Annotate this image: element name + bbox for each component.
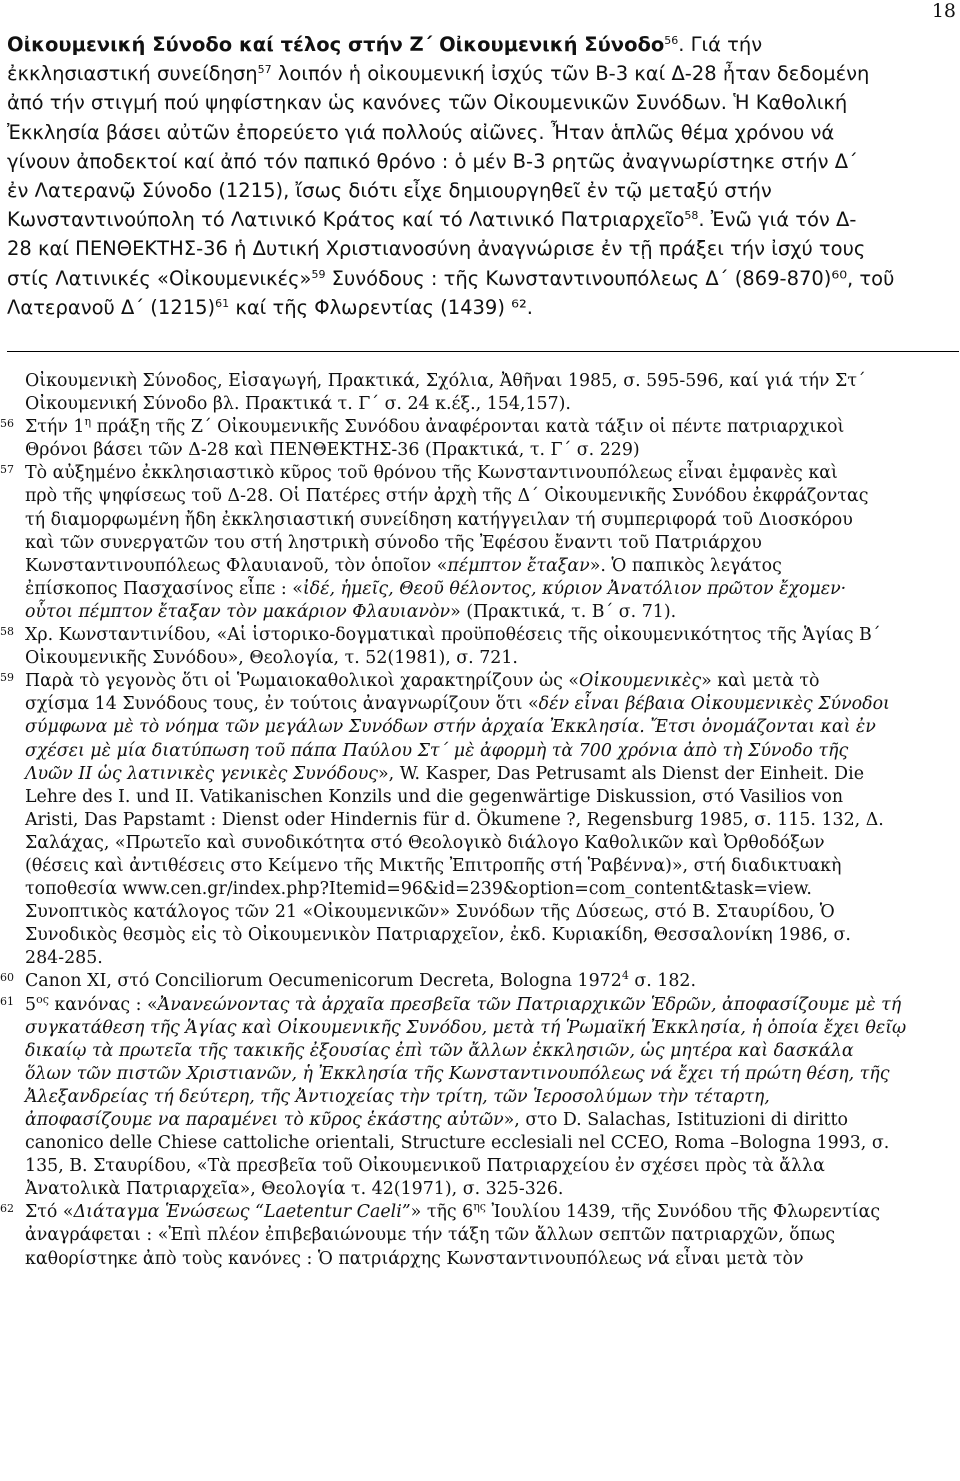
- footnote-separator: [7, 351, 959, 352]
- footnote-line: Οἰκουμενική Σύνοδο βλ. Πρακτικά τ. Γ΄ σ. 24 κ.έξ., 154,157).: [25, 394, 571, 415]
- main-text-line: Κωνσταντινούπολη τό Λατινικό Κράτος καί τό Λατινικό Πατριαρχεῖο$^{58}$. Ἐνῶ γιά τόν Δ-: [7, 208, 857, 232]
- footnote-line: Λυῶν ΙΙ ὡς λατινικὲς γενικὲς Συνόδους», W. Kasper, Das Petrusamt als Dienst der Einheit. Die: [25, 763, 864, 784]
- page-number: 18: [931, 0, 956, 22]
- footnote-line: Lehre des I. und II. Vatikanischen Konzils und die gegenwärtige Diskussion, στό Vasilios von: [25, 786, 844, 807]
- main-text-line: ἐκκλησιαστική συνείδηση$^{57}$ λοιπόν ἡ οἰκουμενική ἰσχύς τῶν Β-3 καί Δ-28 ἦταν δεδομένη: [7, 62, 870, 86]
- footnote-reference: 61: [215, 296, 230, 310]
- footnote: [0, 994, 960, 1202]
- footnote-line: Κωνσταντινουπόλεως Φλαυιανοῦ, τὸν ὁποῖον «πέμπτον ἔταξαν». Ὁ παπικὸς λεγάτος: [25, 555, 782, 576]
- footnote-reference: 56: [664, 34, 679, 47]
- footnote-line: ἐπίσκοπος Πασχασίνος εἶπε : «ἰδέ, ἡμεῖς, Θεοῦ θέλοντος, κύριον Ἀνατόλιον πρῶτον ἔχομεν·: [25, 578, 847, 599]
- footnote-line: ἀποφασίζουμε να παραμένει τὸ κῦρος ἑκάστης αὐτῶν», στο D. Salachas, Istituzioni di diritto: [25, 1110, 848, 1130]
- footnote-line: τή διαμορφωμένη ἤδη ἐκκλησιαστική συνείδηση κατήγγειλαν τή συμπεριφορά τοῦ Διοσκόρου: [25, 509, 853, 530]
- footnote-number: 60: [0, 971, 14, 985]
- footnote-line: δικαίῳ τὰ πρωτεῖα τῆς τακικῆς ἐξουσίας ἐπὶ τῶν ἄλλων ἐκκλησιῶν, ὡς μητέρα καὶ δασκάλα: [25, 1040, 854, 1061]
- footnote-line: Παρὰ τὸ γεγονὸς ὅτι οἱ Ῥωμαιοκαθολικοὶ χαρακτηρίζουν ὡς «Οἰκουμενικὲς» καὶ μετὰ τὸ: [25, 671, 820, 692]
- footnote-line: σχέσει μὲ μία διατύπωση τοῦ πάπα Παύλου Στ΄ μὲ ἀφορμὴ τὰ 700 χρόνια ἀπὸ τὴ Σύνοδο τῆς: [25, 740, 849, 761]
- footnote-line: Χρ. Κωνσταντινίδου, «Αἱ ἱστορικο-δογματικαὶ προϋποθέσεις τῆς οἰκουμενικότητος τῆς Ἁγίας Β΄: [25, 625, 881, 646]
- footnote-line: πρὸ τῆς ψηφίσεως τοῦ Δ-28. Οἱ Πατέρες στήν ἀρχὴ τῆς Δ΄ Οἰκουμενικῆς Συνόδου ἐκφράζοντας: [25, 486, 869, 507]
- footnote-line: ὅλων τῶν πιστῶν Χριστιανῶν, ἡ Ἐκκλησία τῆς Κωνσταντινουπόλεως νά ἔχει τή πρώτη θέση, τῆς: [25, 1063, 890, 1084]
- footnote-line: οὗτοι πέμπτον ἔταξαν τὸν μακάριον Φλαυιανὸν» (Πρακτικά, τ. Β΄ σ. 71).: [25, 601, 677, 622]
- footnote-line: Οἰκουμενικὴ Σύνοδος, Εἰσαγωγή, Πρακτικά, Σχόλια, Ἀθῆναι 1985, σ. 595-596, καί γιά τήν Στ΄: [25, 371, 866, 391]
- main-text-line: 28 καί ΠΕΝΘΕΚΤΗΣ-36 ἡ Δυτική Χριστιανοσύνη ἀναγνώρισε ἐν τῇ πράξει τήν ἰσχύ τους: [7, 237, 866, 261]
- footnote-number: 57: [0, 463, 14, 477]
- footnote: [0, 1201, 960, 1270]
- footnote-number: 56: [0, 417, 14, 431]
- footnote-reference: 57: [257, 63, 272, 77]
- footnote-line: σύμφωνα μὲ τὸ νόημα τῶν μεγάλων Συνόδων στήν ἀρχαία Ἐκκλησία. Ἔτσι ὀνομάζονται καὶ ἐν: [25, 717, 876, 738]
- footnote-line: τοποθεσία www.cen.gr/index.php?Itemid=96&id=239&option=com_content&task=view.: [25, 879, 812, 900]
- main-text-line: ἀπό τήν στιγμή πού ψηφίστηκαν ὡς κανόνες τῶν Οἰκουμενικῶν Συνόδων. Ἡ Καθολική: [7, 91, 848, 115]
- main-text-line: γίνουν ἀποδεκτοί καί ἀπό τόν παπικό θρόνο : ὁ μέν Β-3 ρητῶς ἀναγνωρίστηκε στήν Δ΄: [7, 149, 858, 173]
- footnote-number: 61: [0, 994, 14, 1008]
- footnote-line: 135, Β. Σταυρίδου, «Τὰ πρεσβεῖα τοῦ Οἰκουμενικοῦ Πατριαρχείου ἐν σχέσει πρὸς τὰ ἄλλα: [25, 1156, 825, 1177]
- footnote-line: Οἰκουμενικῆς Συνόδου», Θεολογία, τ. 52(1981), σ. 721.: [25, 648, 518, 669]
- main-text: [7, 30, 942, 322]
- footnote-line: Ἀνατολικὰ Πατριαρχεῖα», Θεολογία τ. 42(1971), σ. 325-326.: [25, 1179, 564, 1200]
- footnote-number: 58: [0, 625, 14, 639]
- footnotes: [0, 370, 960, 1271]
- footnote-line: 284-285.: [25, 948, 103, 969]
- footnote: [0, 462, 960, 624]
- footnote: [0, 624, 960, 670]
- footnote: [0, 416, 960, 462]
- footnote-line: Canon XI, στό Conciliorum Oecumenicorum Decreta, Bologna 1972$^4$ σ. 182.: [25, 969, 696, 992]
- footnote-reference: 58: [684, 209, 699, 223]
- footnote-line: Σαλάχας, «Πρωτεῖο καὶ συνοδικότητα στό Θεολογικὸ διάλογο Καθολικῶν καὶ Ὀρθοδόξων: [25, 832, 825, 853]
- footnote: [0, 970, 960, 993]
- footnote-line: Θρόνοι βάσει τῶν Δ-28 καὶ ΠΕΝΘΕΚΤΗΣ-36 (Πρακτικά, τ. Γ΄ σ. 229): [25, 440, 640, 461]
- footnote-line: Στό «Διάταγμα Ἑνώσεως “Laetentur Caeli”» τῆς $6^{\eta\varsigma}$ Ἰουλίου 1439, τῆς Συνόδου τῆς Φλωρεντίας: [25, 1200, 881, 1223]
- main-text-line: ἐν Λατερανῷ Σύνοδο (1215), ἴσως διότι εἶχε δημιουργηθεῖ ἐν τῷ μεταξύ στήν: [7, 178, 772, 202]
- main-text-line: στίς Λατινικές «Οἰκουμενικές»$^{59}$ Συνόδους : τῆς Κωνσταντινουπόλεως Δ΄ (869-870)⁶⁰, τοῦ: [7, 266, 895, 290]
- footnote-line: ἀναγράφεται : «Ἐπὶ πλέον ἐπιβεβαιώνουμε τήν τάξη τῶν ἄλλων σεπτῶν πατριαρχῶν, ὅπως: [25, 1225, 836, 1246]
- main-text-line: Οἰκουμενική Σύνοδο καί τέλος στήν Ζ΄ Οἰκουμενική Σύνοδο$^{56}$. Γιά τήν: [7, 33, 763, 56]
- footnote-number: 59: [0, 671, 14, 685]
- footnote-line: $5^{o\varsigma}$ κανόνας : «Ἀνανεώνοντας τὰ ἀρχαῖα πρεσβεῖα τῶν Πατριαρχικῶν Ἑδρῶν, ἀποφασίζουμε μὲ τή: [25, 992, 902, 1015]
- main-text-line: Ἐκκλησία βάσει αὐτῶν ἐπορεύετο γιά πολλούς αἰῶνες. Ἦταν ἁπλῶς θέμα χρόνου νά: [7, 120, 835, 144]
- footnote-line: Ἀλεξανδρείας τή δεύτερη, τῆς Ἀντιοχείας τὴν τρίτη, τῶν Ἱεροσολύμων τὴν τέταρτη,: [25, 1086, 770, 1107]
- footnote-line: Στήν $1^\eta$ πράξη τῆς Ζ΄ Οἰκουμενικῆς Συνόδου ἀναφέρονται κατὰ τάξιν οἱ πέντε πατριαρχικοὶ: [25, 415, 845, 438]
- footnote: [0, 370, 960, 416]
- footnote-line: (θέσεις καὶ ἀντιθέσεις στο Κείμενο τῆς Μικτῆς Ἐπιτροπῆς στή Ῥαβέννα)», στή διαδικτυακὴ: [25, 855, 842, 876]
- footnote-line: καὶ τῶν συνεργατῶν του στή ληστρικὴ σύνοδο τῆς Ἐφέσου ἔναντι τοῦ Πατριάρχου: [25, 532, 762, 553]
- footnote-line: συγκατάθεση τῆς Ἁγίας καὶ Οἰκουμενικῆς Συνόδου, μετὰ τή Ῥωμαϊκή Ἐκκλησία, ἡ ὁποία ἔχει θεῖῳ: [25, 1017, 907, 1038]
- footnote-line: σχίσμα 14 Συνόδους τους, ἐν τούτοις ἀναγνωρίζουν ὅτι «δέν εἶναι βέβαια Οἰκουμενικὲς Σύνοδοι: [25, 694, 890, 715]
- footnote-line: Συνοπτικὸς κατάλογος τῶν 21 «Οἰκουμενικῶν» Συνόδων τῆς Δύσεως, στό Β. Σταυρίδου, Ὁ: [25, 902, 835, 923]
- footnote-line: Τὸ αὐξημένο ἐκκλησιαστικὸ κῦρος τοῦ θρόνου τῆς Κωνσταντινουπόλεως εἶναι ἐμφανὲς καὶ: [25, 463, 838, 484]
- footnote-line: Aristi, Das Papstamt : Dienst oder Hindernis für d. Ökumene ?, Regensburg 1985, σ. 115. 132, Δ.: [25, 809, 884, 830]
- footnote-number: 62: [0, 1202, 14, 1216]
- main-text-line: Λατερανοῦ Δ΄ $(1215)^{61}$ καί τῆς Φλωρεντίας (1439) ⁶².: [7, 295, 533, 319]
- footnote-line: canonico delle Chiese cattoliche orientali, Structure ecclesiali nel CCEO, Roma –Bologna 1993, σ.: [25, 1133, 890, 1154]
- footnote-line: καθορίστηκε ἀπὸ τοὺς κανόνες : Ὁ πατριάρχης Κωνσταντινουπόλεως νά εἶναι μετὰ τὸν: [25, 1248, 804, 1269]
- footnote-line: Συνοδικὸς θεσμὸς εἰς τὸ Οἰκουμενικὸν Πατριαρχεῖον, ἐκδ. Κυριακίδη, Θεσσαλονίκη 1986, σ.: [25, 925, 851, 946]
- footnote: [0, 670, 960, 970]
- footnote-reference: 59: [311, 267, 326, 281]
